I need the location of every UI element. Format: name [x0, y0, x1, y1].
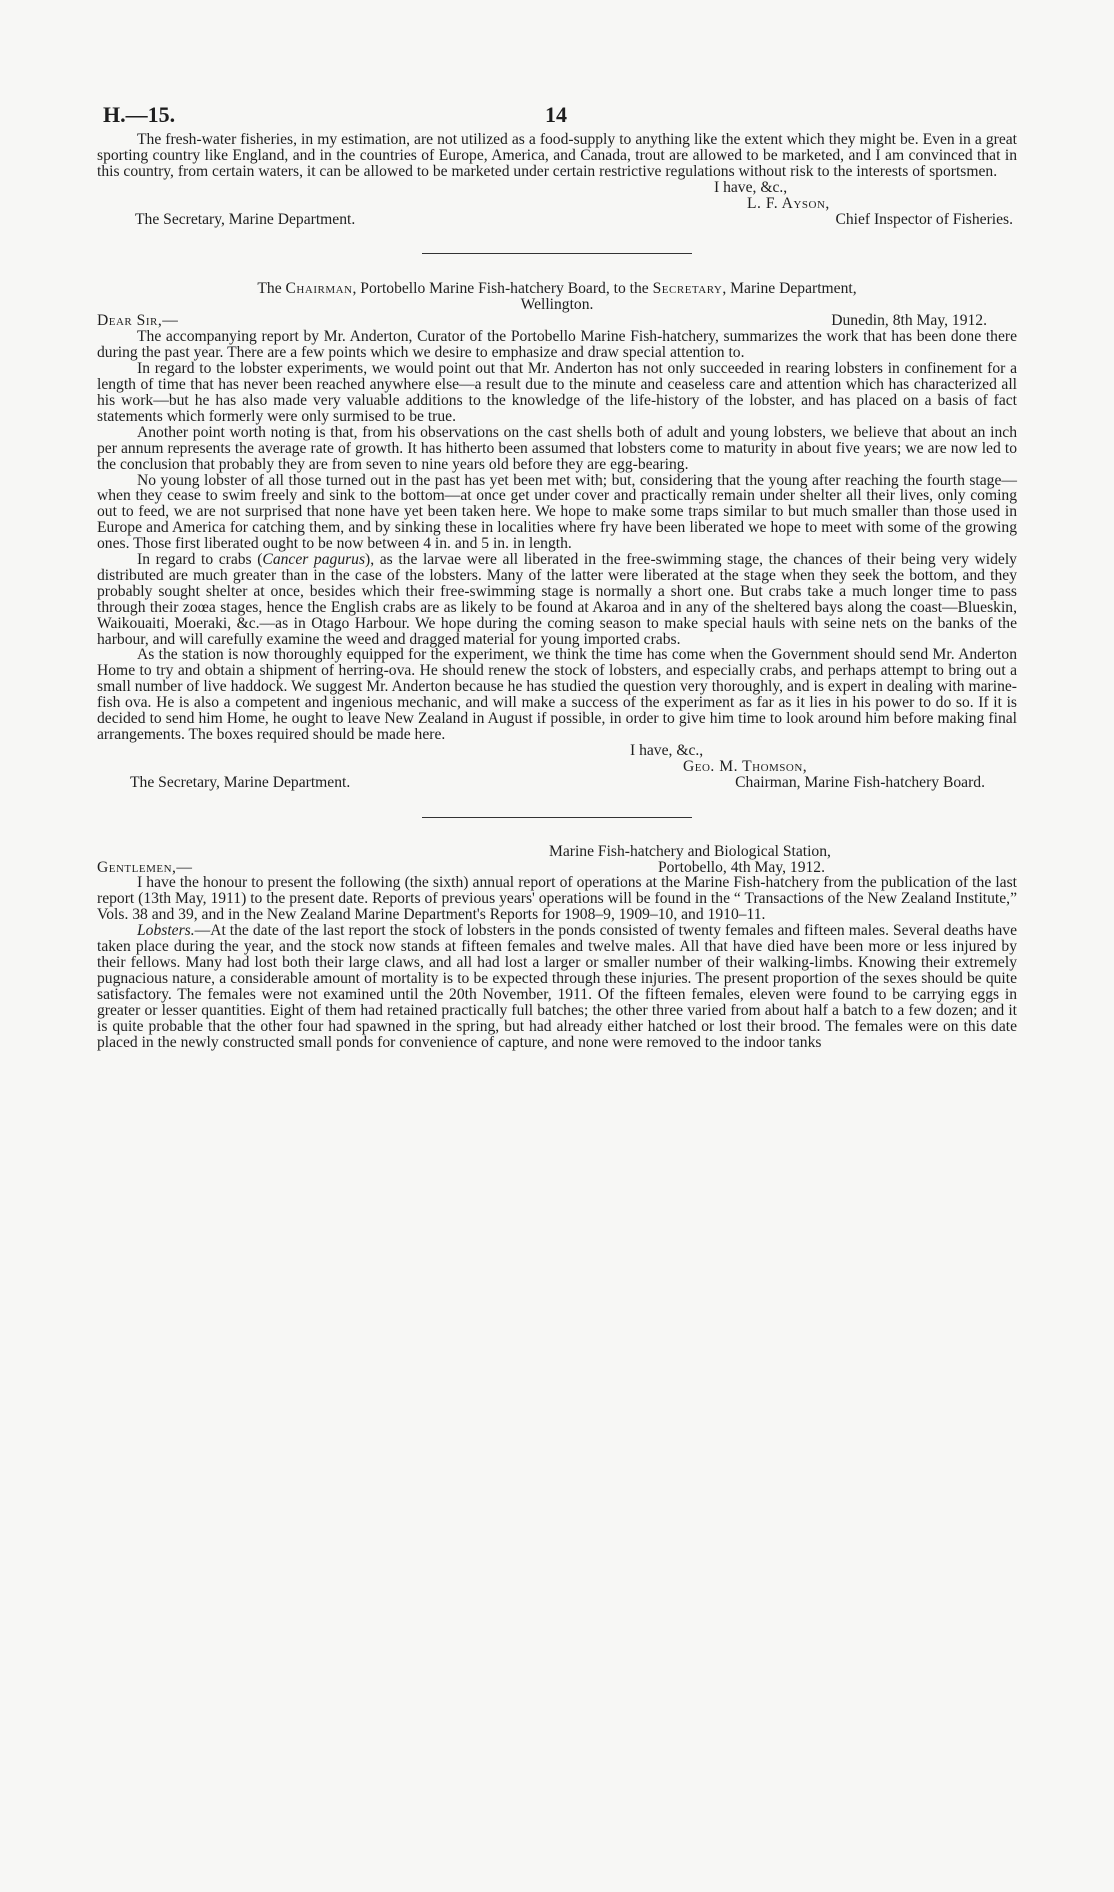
letter1-addressee: The Secretary, Marine Department. [135, 210, 356, 228]
letter2-signature: Geo. M. Thomson, [683, 757, 808, 775]
divider [422, 817, 692, 818]
report-address-line1: Marine Fish-hatchery and Biological Station, [549, 842, 831, 860]
divider [422, 253, 692, 254]
report-salutation-row [97, 860, 1017, 876]
crabs-lead: In regard to crabs ( [137, 551, 263, 569]
letter2-heading-line2: Wellington. [520, 296, 594, 314]
report-paragraph: I have the honour to present the following (the sixth) annual report of operations at the Marine Fish-hatchery from the publication of the last report (13th May, 1911) to the present date. Reports of previous years' operations will be found in the “ Transactions of the New Zealand Institute,” Vols. 38 and 39, and in the New Zealand Marine Department's Reports for 1908–9, 1909–10, and 1910–11. [97, 874, 1017, 924]
letter2-paragraph: No young lobster of all those turned out in the past has yet been met with; but, considering that the young after reaching the fourth stage—when they cease to swim freely and sink to the bottom—at once get under cover and practically remain under shelter all their lives, only coming out to feed, we are not surprised that none have yet been taken here. We hope to make some traps similar to but much smaller than those used in Europe and America for catching them, and by sinking these in localities where fry have been liberated we hope to meet with some of the growing ones. Those first liberated ought to be now between 4 in. and 5 in. in length. [97, 471, 1017, 553]
letter1-footer [97, 212, 1017, 228]
letter-thomson [97, 281, 1017, 790]
report-salutation: Gentlemen,— [97, 858, 193, 876]
letter1-title: Chief Inspector of Fisheries. [835, 210, 1013, 228]
heading-chairman: Chairman [285, 280, 353, 298]
letter2-paragraph: Another point worth noting is that, from his observations on the cast shells both of adult and young lobsters, we believe that about an inch per annum represents the average rate of growth. It has hitherto been assumed that lobsters come to maturity in about five years; we are now led to the conclusion that probably they are from seven to nine years old before they are egg-bearing. [97, 423, 1017, 473]
heading-mid: , Portobello Marine Fish-hatchery Board, to the [352, 280, 653, 298]
letter2-footer [97, 775, 1017, 791]
heading-prefix: The [257, 280, 286, 298]
letter2-crabs-paragraph [97, 552, 1017, 647]
letter2-paragraph: The accompanying report by Mr. Anderton, Curator of the Portobello Marine Fish-hatchery, summarizes the work that has been done there during the past year. There are a few points which we desire to emphasize and draw special attention to. [97, 328, 1017, 362]
letter2-closing: I have, &c., [630, 741, 704, 759]
report-address-line2: Portobello, 4th May, 1912. [657, 858, 825, 876]
page-header [97, 100, 1017, 132]
letter1-closing: I have, &c., [714, 178, 788, 196]
letter2-heading [97, 281, 1017, 297]
lobsters-label: Lobsters. [137, 922, 195, 940]
letter2-place-date: Dunedin, 8th May, 1912. [831, 312, 987, 330]
report-lobsters-paragraph [97, 923, 1017, 1050]
letter-ayson [97, 132, 1017, 227]
report-section [97, 844, 1017, 1051]
letter1-body: The fresh-water fisheries, in my estimation, are not utilized as a food-supply to anything like the extent which they might be. Even in a great sporting country like England, and in the countries of Europe, America, and Canada, trout are allowed to be marketed, and I am convinced that in this country, from certain waters, it can be allowed to be marketed under certain restrictive regulations without risk to the interests of sportsmen. [97, 131, 1017, 180]
letter2-paragraph: In regard to the lobster experiments, we would point out that Mr. Anderton has not only succeeded in rearing lobsters in confinement for a length of time that has never been reached anywhere else—a result due to the minute and ceaseless care and attention which has characterized all his work—but he has also made very valuable additions to the knowledge of the life-history of the lobster, and has placed on a basis of fact statements which formerly were only surmised to be true. [97, 360, 1017, 425]
page-number: 14 [545, 102, 567, 127]
letter2-paragraph: As the station is now thoroughly equipped for the experiment, we think the time has come when the Government should send Mr. Anderton Home to try and obtain a shipment of herring-ova. He should renew the stock of lobsters, and especially crabs, and perhaps attempt to bring out a small number of live haddock. We suggest Mr. Anderton because he has studied the question very thoroughly, and is expert in dealing with marine-fish ova. He is also a competent and ingenious mechanic, and will make a success of the experiment as far as it lies in his power to do so. If it is decided to send him Home, he ought to leave New Zealand in August if possible, in order to give him time to look around him before making final arrangements. The boxes required should be made here. [97, 646, 1017, 743]
document-code: H.—15. [103, 102, 176, 127]
letter2-title: Chairman, Marine Fish-hatchery Board. [735, 773, 985, 791]
letter1-signature: L. F. Ayson, [747, 194, 830, 212]
crabs-rest: ), as the larvae were all liberated in the free-swimming stage, the chances of their being very widely distributed are much greater than in the case of the lobsters. Many of the latter were liberated at the stage when they seek the bottom, and they probably sought shelter at once, besides which their free-swimming stage is normally a short one. But crabs take a much longer time to pass through their zoœa stages, hence the English crabs are as likely to be found at Akaroa and in any of the sheltered bays along the coast—Blueskin, Waikouaiti, Moeraki, &c.—as in Otago Harbour. We hope during the coming season to make special hauls with seine nets on the banks of the harbour, and will carefully examine the weed and dragged material for young imported crabs. [97, 551, 1017, 648]
letter2-salutation-row [97, 313, 1017, 329]
crabs-species: Cancer pagurus [262, 551, 366, 569]
heading-suffix: , Marine Department, [722, 280, 857, 298]
heading-secretary: Secretary [652, 280, 723, 298]
lobsters-text: —At the date of the last report the stock of lobsters in the ponds consisted of twenty females and fifteen males. Several deaths have taken place during the year, and the stock now stands at fifteen females and twelve males. All that have died have been more or less injured by their fellows. Many had lost both their large claws, and all had lost a larger or smaller number of their walking-limbs. Knowing their extremely pugnacious nature, a considerable amount of mortality is to be expected through these injuries. The present proportion of the sexes should be quite satisfactory. The females were not examined until the 20th November, 1911. Of the fifteen females, eleven were found to be carrying eggs in greater or lesser quantities. Eight of them had retained practically full batches; the other three varied from about half a batch to a few dozen; and it is quite probable that the other four had spawned in the spring, but had already either hatched or lost their brood. The females were on this date placed in the newly constructed small ponds for convenience of capture, and none were removed to the indoor tanks [97, 922, 1017, 1051]
letter2-salutation: Dear Sir,— [97, 312, 179, 330]
letter2-addressee: The Secretary, Marine Department. [130, 773, 351, 791]
document-page [97, 100, 1017, 1050]
